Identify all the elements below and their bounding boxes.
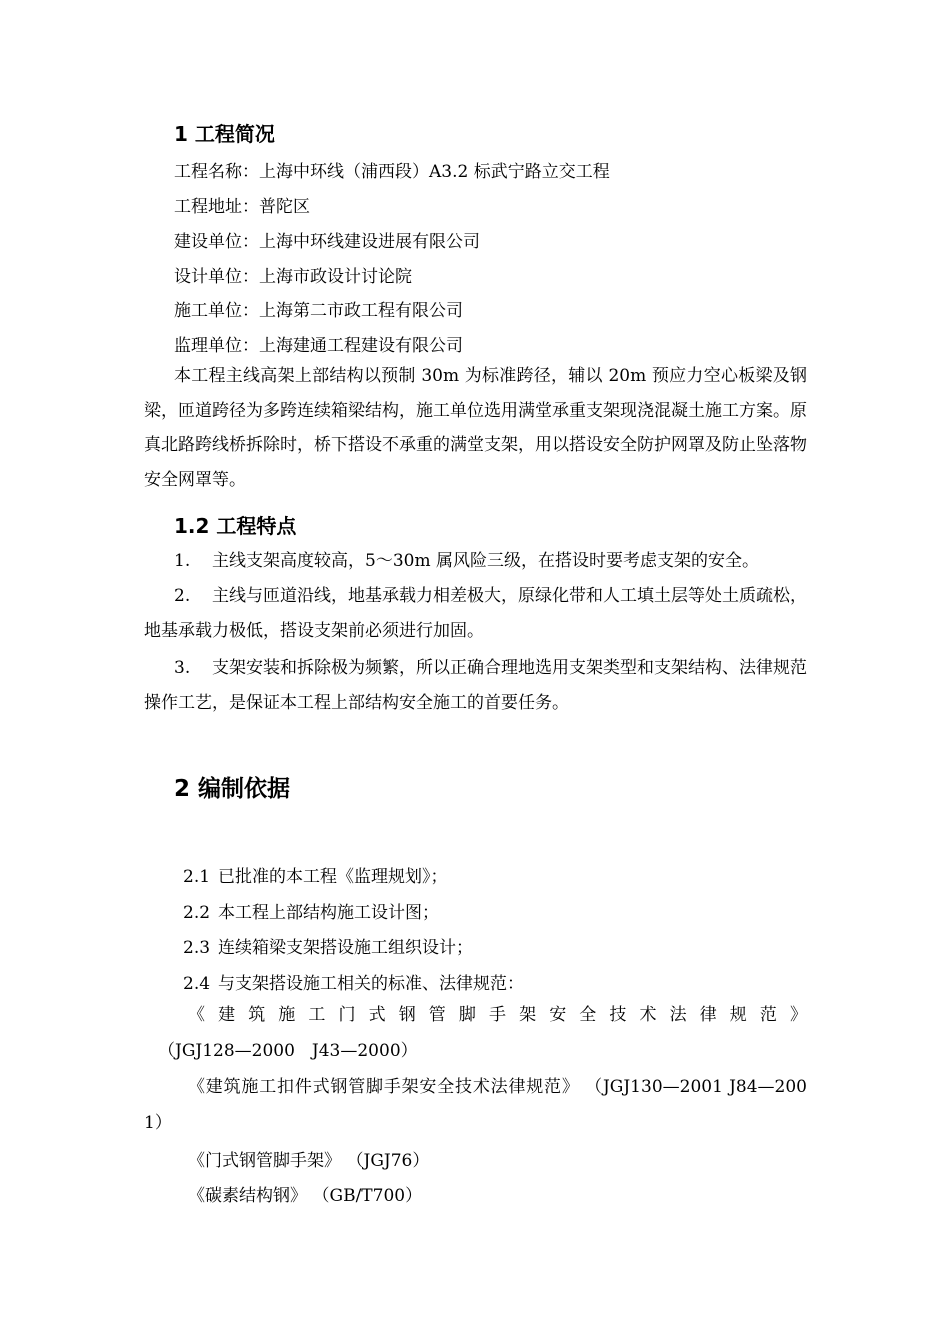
- feature-item-2-text: 主线与匝道沿线，地基承载力相差极大，原绿化带和人工填土层等处土质疏松，地基承载力极低，搭设支架前必须进行加固。: [144, 586, 807, 641]
- section-1-2-heading: 1.2 工程特点: [174, 514, 297, 538]
- standard-item-2-code: （JGJ130—2001 J84—2001）: [144, 1077, 807, 1133]
- basis-item-2-4: [183, 969, 524, 994]
- feature-item-1: [144, 544, 807, 579]
- standard-item-3-code: （JGJ76）: [355, 1151, 430, 1171]
- construction-unit-line: 施工单位：上海第二市政工程有限公司: [174, 301, 463, 321]
- supervision-unit-line: 监理单位：上海建通工程建设有限公司: [174, 336, 463, 356]
- standard-item-1-code: （JGJ128—2000 J43—2000）: [158, 1041, 418, 1061]
- standard-item-4: [144, 1178, 807, 1214]
- feature-item-2: [144, 579, 807, 648]
- standard-item-2-name: 《建筑施工扣件式钢管脚手架安全技术法律规范》: [188, 1077, 580, 1097]
- standard-item-4-name: 《碳素结构钢》: [188, 1186, 307, 1206]
- feature-item-1-number: 1.: [174, 551, 191, 571]
- section-2-heading: 2 编制依据: [174, 776, 291, 802]
- basis-item-2-1-text: 已批准的本工程《监理规划》；: [218, 867, 448, 887]
- section-1-heading: 1 工程简况: [174, 122, 275, 146]
- standard-item-3: [144, 1143, 807, 1179]
- feature-item-1-text: 主线支架高度较高，5～30m 属风险三级，在搭设时要考虑支架的安全。: [212, 551, 759, 571]
- project-overview-paragraph: 本工程主线高架上部结构以预制 30m 为标准跨径，辅以 20m 预应力空心板梁及钢梁，匝道跨径为多跨连续箱梁结构，施工单位选用满堂承重支架现浇混凝土施工方案。原真北路跨线桥拆除时，桥下搭设不承重的满堂支架，用以搭设安全防护网罩及防止坠落物安全网罩等。: [144, 366, 807, 490]
- project-name-line: 工程名称：上海中环线（浦西段）A3.2 标武宁路立交工程: [174, 162, 610, 182]
- standard-item-2: [144, 1069, 807, 1141]
- basis-item-2-3-text: 连续箱梁支架搭设施工组织设计；: [218, 938, 474, 958]
- feature-item-3: [144, 651, 807, 720]
- standard-item-1-name: 《建筑施工门式钢管脚手架安全技术法律规范》: [188, 1005, 807, 1025]
- basis-item-2-2-text: 本工程上部结构施工设计图；: [218, 903, 440, 923]
- standard-item-1: [144, 997, 807, 1069]
- feature-item-3-text: 支架安装和拆除极为频繁，所以正确合理地选用支架类型和支架结构、法律规范操作工艺，是保证本工程上部结构安全施工的首要任务。: [144, 658, 807, 713]
- owner-unit-line: 建设单位：上海中环线建设进展有限公司: [174, 232, 480, 252]
- feature-item-3-number: 3.: [174, 658, 191, 678]
- basis-item-2-3-number: 2.3: [183, 938, 211, 958]
- standard-item-3-name: 《门式钢管脚手架》: [188, 1151, 341, 1171]
- feature-item-2-number: 2.: [174, 586, 191, 606]
- basis-item-2-4-text: 与支架搭设施工相关的标准、法律规范：: [218, 974, 525, 994]
- basis-item-2-2-number: 2.2: [183, 903, 211, 923]
- basis-item-2-2: [183, 898, 439, 923]
- basis-item-2-1-number: 2.1: [183, 867, 211, 887]
- design-unit-line: 设计单位：上海市政设计讨论院: [174, 267, 412, 287]
- basis-item-2-1: [183, 862, 448, 887]
- standard-item-4-code: （GB/T700）: [321, 1186, 423, 1206]
- basis-item-2-3: [183, 933, 473, 958]
- project-address-line: 工程地址：普陀区: [174, 197, 310, 217]
- basis-item-2-4-number: 2.4: [183, 974, 211, 994]
